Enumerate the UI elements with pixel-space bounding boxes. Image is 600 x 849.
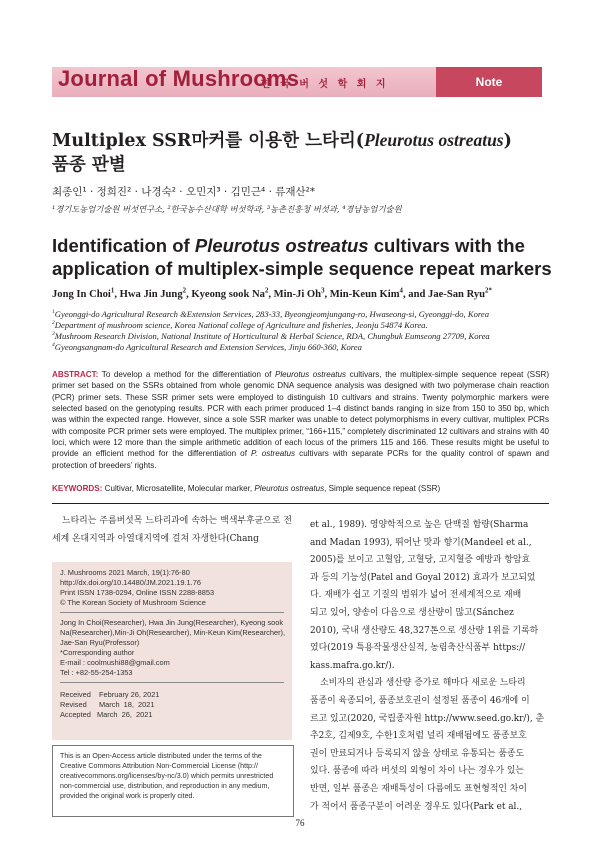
author-name: Min-Keun Kim bbox=[329, 289, 400, 300]
email[interactable]: E-mail : coolmushi88@gmail.com bbox=[60, 658, 170, 667]
korean-title bbox=[52, 128, 552, 177]
accepted-date: Accepted March 26, 2021 bbox=[60, 710, 153, 719]
citation: J. Mushrooms 2021 March, 19(1):76-80 bbox=[60, 568, 190, 577]
info-divider bbox=[60, 612, 284, 613]
english-title-line2: application of multiplex-simple sequence repeat markers bbox=[52, 258, 552, 279]
license-line: Creative Commons Attribution Non-Commercial License (http:// bbox=[60, 762, 258, 770]
author-roles: Jae-San Ryu(Professor) bbox=[60, 638, 140, 647]
body-line: 였다(2019 특용작물생산실적, 농림축산식품부 https:// bbox=[310, 643, 526, 654]
journal-korean-name: 한 국 버 섯 학 회 지 bbox=[261, 79, 389, 90]
affiliation-text: Department of mushroom science, Korea National college of Agriculture and fisheries, Jeonju 54874 Korea. bbox=[54, 320, 428, 330]
body-line: 되고 있어, 양송이 다음으로 생산량이 많고(Sánchez bbox=[310, 607, 514, 618]
body-line: 르고 있고(2020, 국립종자원 http://www.seed.go.kr/), 춘 bbox=[310, 713, 545, 724]
body-line: 다. 재배가 쉽고 기질의 범위가 넓어 전세계적으로 재배 bbox=[310, 590, 522, 601]
affiliation-4 bbox=[52, 342, 362, 352]
revised-date: Revised March 18, 2021 bbox=[60, 700, 155, 709]
body-line: 가 적어서 품종구분이 어려운 경우도 있다(Park et al., bbox=[310, 801, 523, 812]
affiliation-3 bbox=[52, 331, 490, 341]
license-line: This is an Open-Access article distributed under the terms of the bbox=[60, 752, 262, 760]
author-sup: 2 bbox=[182, 287, 187, 295]
doi-link[interactable]: http://dx.doi.org/10.14480/JM.2021.19.1.76 bbox=[60, 578, 201, 587]
keywords-text: , Simple sequence repeat (SSR) bbox=[324, 484, 441, 493]
body-line: 추2호, 김제9호, 수한1호처럼 널리 재배됨에도 품종보호 bbox=[310, 731, 527, 742]
author-roles: Jong In Choi(Researcher), Hwa Jin Jung(Researcher), Kyeong sook bbox=[60, 618, 284, 627]
english-title-part2: cultivars with the bbox=[368, 235, 525, 256]
author-sup: 4 bbox=[399, 287, 403, 295]
abstract-species: Pleurotus ostreatus bbox=[274, 370, 347, 379]
korean-title-line2: 품종 판별 bbox=[52, 155, 126, 175]
license-line: non-commercial use, distribution, and reproduction in any medium, bbox=[60, 782, 270, 790]
author-sup: 3 bbox=[321, 287, 325, 295]
affiliation-1 bbox=[52, 309, 489, 319]
article-info-box bbox=[52, 562, 292, 740]
corresponding-author: *Corresponding author bbox=[60, 648, 135, 657]
body-line: 권이 만료되거나 등록되지 않을 상태로 유통되는 품종도 bbox=[310, 748, 525, 759]
body-line: kass.mafra.go.kr/). bbox=[310, 660, 395, 671]
body-line: 2005)를 보이고 고혈압, 고혈당, 고지혈증 예방과 항암효 bbox=[310, 555, 531, 566]
journal-name: Journal of Mushrooms bbox=[58, 66, 300, 91]
affiliation-sup: 2 bbox=[52, 320, 55, 327]
affiliation-text: Mushroom Research Division, National Institute of Horticultural & Herbal Science, RDA, Chungbuk Eumseong 27709, Korea bbox=[54, 331, 490, 341]
author-name: Hwa Jin Jung bbox=[119, 289, 183, 300]
info-divider bbox=[60, 682, 284, 683]
body-right-column bbox=[310, 517, 550, 816]
author-name: Min-Ji Oh bbox=[273, 289, 322, 300]
korean-title-part1: Multiplex SSR마커를 이용한 느타리( bbox=[52, 131, 365, 151]
abstract-species: P. ostreatus bbox=[251, 449, 296, 459]
author-sup: 2* bbox=[485, 287, 492, 295]
abstract-text: cultivars with separate PCRs for the quality control of spawn and protection of breeders’ rights. bbox=[52, 449, 549, 470]
body-line: 2010), 국내 생산량도 48,327톤으로 생산량 1위를 기록하 bbox=[310, 625, 539, 636]
keywords-label: KEYWORDS: bbox=[52, 484, 103, 493]
body-line: 과 등의 기능성(Patel and Goyal 2012) 효과가 보고되었 bbox=[310, 572, 536, 583]
body-line: et al., 1989). 영양학적으로 높은 단백질 함량(Sharma bbox=[310, 520, 529, 530]
body-line: 있다. 품종에 따라 버섯의 외형이 차이 나는 경우가 있는 bbox=[310, 766, 524, 777]
body-line: and Madan 1993), 뛰어난 맛과 향기(Mandeel et al., bbox=[310, 537, 532, 548]
korean-title-species: Pleurotus ostreatus bbox=[364, 130, 504, 150]
author-name: Kyeong sook Na bbox=[191, 289, 265, 300]
body-line: 반면, 일부 품종은 재배특성이 다름에도 표현형적인 차이 bbox=[310, 783, 527, 794]
english-authors: Jong In Choi$^1$, Hwa Jin Jung$^2$, Kyeong sook Na$^2$, Min-Ji Oh$^3$, Min-Keun Kim$^4$, and Jae-San Ryu$^{2*}$ bbox=[52, 287, 492, 300]
abstract bbox=[52, 369, 549, 471]
affiliation-sup: 1 bbox=[52, 309, 55, 316]
author-name: Jae-San Ryu bbox=[428, 289, 486, 300]
affiliation-text: Gyeongsangnam-do Agricultural Research and Extension Services, Jinju 660-360, Korea bbox=[54, 342, 362, 352]
issn: Print ISSN 1738-0294, Online ISSN 2288-8853 bbox=[60, 588, 215, 597]
english-title-species: Pleurotus ostreatus bbox=[194, 235, 369, 256]
keywords-text: Cultivar, Microsatellite, Molecular marker, bbox=[102, 484, 255, 493]
affiliation-text: Gyeonggi-do Agricultural Research &Extension Services, 283-33, Byeongjeomjungang-ro, Hwaseong-si, Gyeonggi-do, Korea bbox=[54, 309, 490, 319]
body-line: 소비자의 관심과 생산량 증가로 해마다 새로운 느타리 bbox=[320, 678, 526, 689]
author-sup: 2 bbox=[264, 287, 269, 295]
copyright: © The Korean Society of Mushroom Science bbox=[60, 598, 206, 607]
korean-authors: 최종인¹ · 정희진² · 나경숙² · 오민지³ · 김민근⁴ · 류재산²* bbox=[52, 186, 316, 198]
author-sup: 1 bbox=[110, 287, 115, 295]
abstract-text: To develop a method for the differentiation of bbox=[98, 370, 275, 379]
affiliation-sup: 3 bbox=[52, 331, 55, 338]
author-name: Jong In Choi bbox=[52, 289, 111, 300]
english-title-part1: Identification of bbox=[52, 235, 195, 256]
license-line: provided the original work is properly cited. bbox=[60, 792, 195, 800]
body-paragraph: 느타리는 주름버섯목 느타리과에 속하는 백색부후균으로 전세계 온대지역과 아열대지역에 걸쳐 자생한다(Chang bbox=[52, 516, 292, 544]
abstract-text: cultivars, the multiplex-simple sequence repeat (SSR) primer set based on the SSRs obtained from whole genomic DNA sequence analysis was designed with two polymerase chain reaction (PCR) primer sets. These SSR primer sets were employed to distinguish 10 cultivars and strains. Twenty polymorphic markers were selected based on the genotyping results. PCR with each primer produced 1–4 distinct bands ranging in size from 150 to 350 bp, which was within the expected range. However, since a sole SSR marker was unable to detect polymorphisms in every cultivar, multiplex PCRs with composite PCR primer sets were employed. The multiplex primer, “166+115,” completely discriminated 12 cultivars and strains with 40 loci, which were 12 more than the simple arithmetic addition of each locus of the primers 115 and 166. These results might be useful to provide an efficient method for the differentiation of bbox=[52, 370, 550, 459]
affiliation-sup: 4 bbox=[52, 342, 55, 349]
telephone: Tel : +82-55-254-1353 bbox=[60, 668, 133, 677]
abstract-label: ABSTRACT: bbox=[52, 370, 99, 379]
body-left-intro bbox=[52, 513, 292, 548]
section-label: Note bbox=[475, 75, 503, 89]
page-number: 76 bbox=[295, 818, 305, 828]
received-date: Received February 26, 2021 bbox=[60, 690, 160, 699]
section-divider bbox=[52, 503, 549, 504]
affiliation-2 bbox=[52, 320, 428, 330]
license-line: creativecommons.org/licenses/by-nc/3.0) which permits unrestricted bbox=[60, 772, 274, 780]
korean-affiliations: ¹경기도농업기술원 버섯연구소, ²한국농수산대학 버섯학과, ³농촌진흥청 버섯과, ⁴경남농업기술원 bbox=[52, 204, 402, 214]
keywords bbox=[52, 484, 549, 493]
body-line: 품종이 육종되어, 품종보호권이 설정된 품종이 46개에 이 bbox=[310, 695, 530, 706]
open-access-notice bbox=[52, 745, 294, 817]
keywords-species: Pleurotus ostreatus bbox=[254, 484, 325, 493]
korean-title-part2: ) bbox=[503, 131, 512, 151]
english-title bbox=[52, 234, 552, 280]
author-roles: Na(Researcher),Min-Ji Oh(Researcher), Min-Keun Kim(Researcher), bbox=[60, 628, 286, 637]
